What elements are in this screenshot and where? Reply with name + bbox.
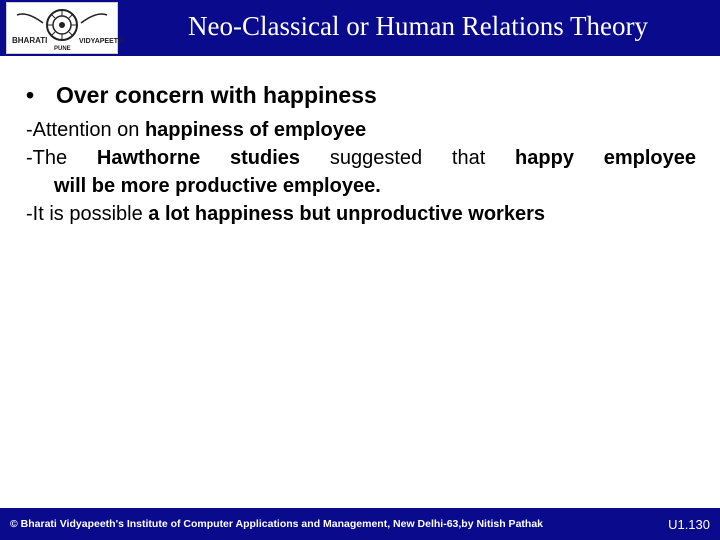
line2-bold2: happy employee: [515, 147, 696, 169]
line2-continuation: will be more productive employee.: [54, 175, 381, 197]
line2-part2: suggested that: [300, 147, 516, 169]
bullet-text: Over concern with happiness: [56, 82, 377, 108]
header-bar: [0, 0, 720, 56]
bullet-point: [26, 80, 696, 110]
slide-body: [26, 80, 696, 228]
body-line-attention: [26, 116, 696, 144]
institution-logo: [6, 2, 124, 54]
logo-bottom-text: PUNE: [54, 46, 71, 52]
line3-prefix: -It is possible: [26, 203, 149, 225]
logo-left-text: BHARATI: [12, 36, 48, 45]
bullet-dot-icon: •: [26, 82, 35, 108]
line1-bold: happiness of employee: [144, 119, 367, 141]
slide-title: Neo-Classical or Human Relations Theory: [188, 11, 648, 41]
footer-bar: [0, 508, 720, 540]
body-line-hawthorne: [26, 144, 696, 172]
page-number: U1.130: [668, 517, 710, 532]
body-line-possible: [26, 200, 696, 228]
logo-right-text: VIDYAPEETH: [79, 38, 124, 45]
line2-part1: -The: [26, 147, 97, 169]
body-line-hawthorne-continued: [26, 172, 696, 200]
line3-bold: a lot happiness but unproductive workers: [148, 203, 545, 225]
line2-bold1: Hawthorne studies: [96, 147, 301, 169]
footer-credit: © Bharati Vidyapeeth's Institute of Computer Applications and Management, New Delhi-63,by Nitish Pathak: [10, 518, 543, 530]
line1-prefix: -Attention on: [26, 119, 145, 141]
logo-emblem-icon: [7, 3, 124, 53]
